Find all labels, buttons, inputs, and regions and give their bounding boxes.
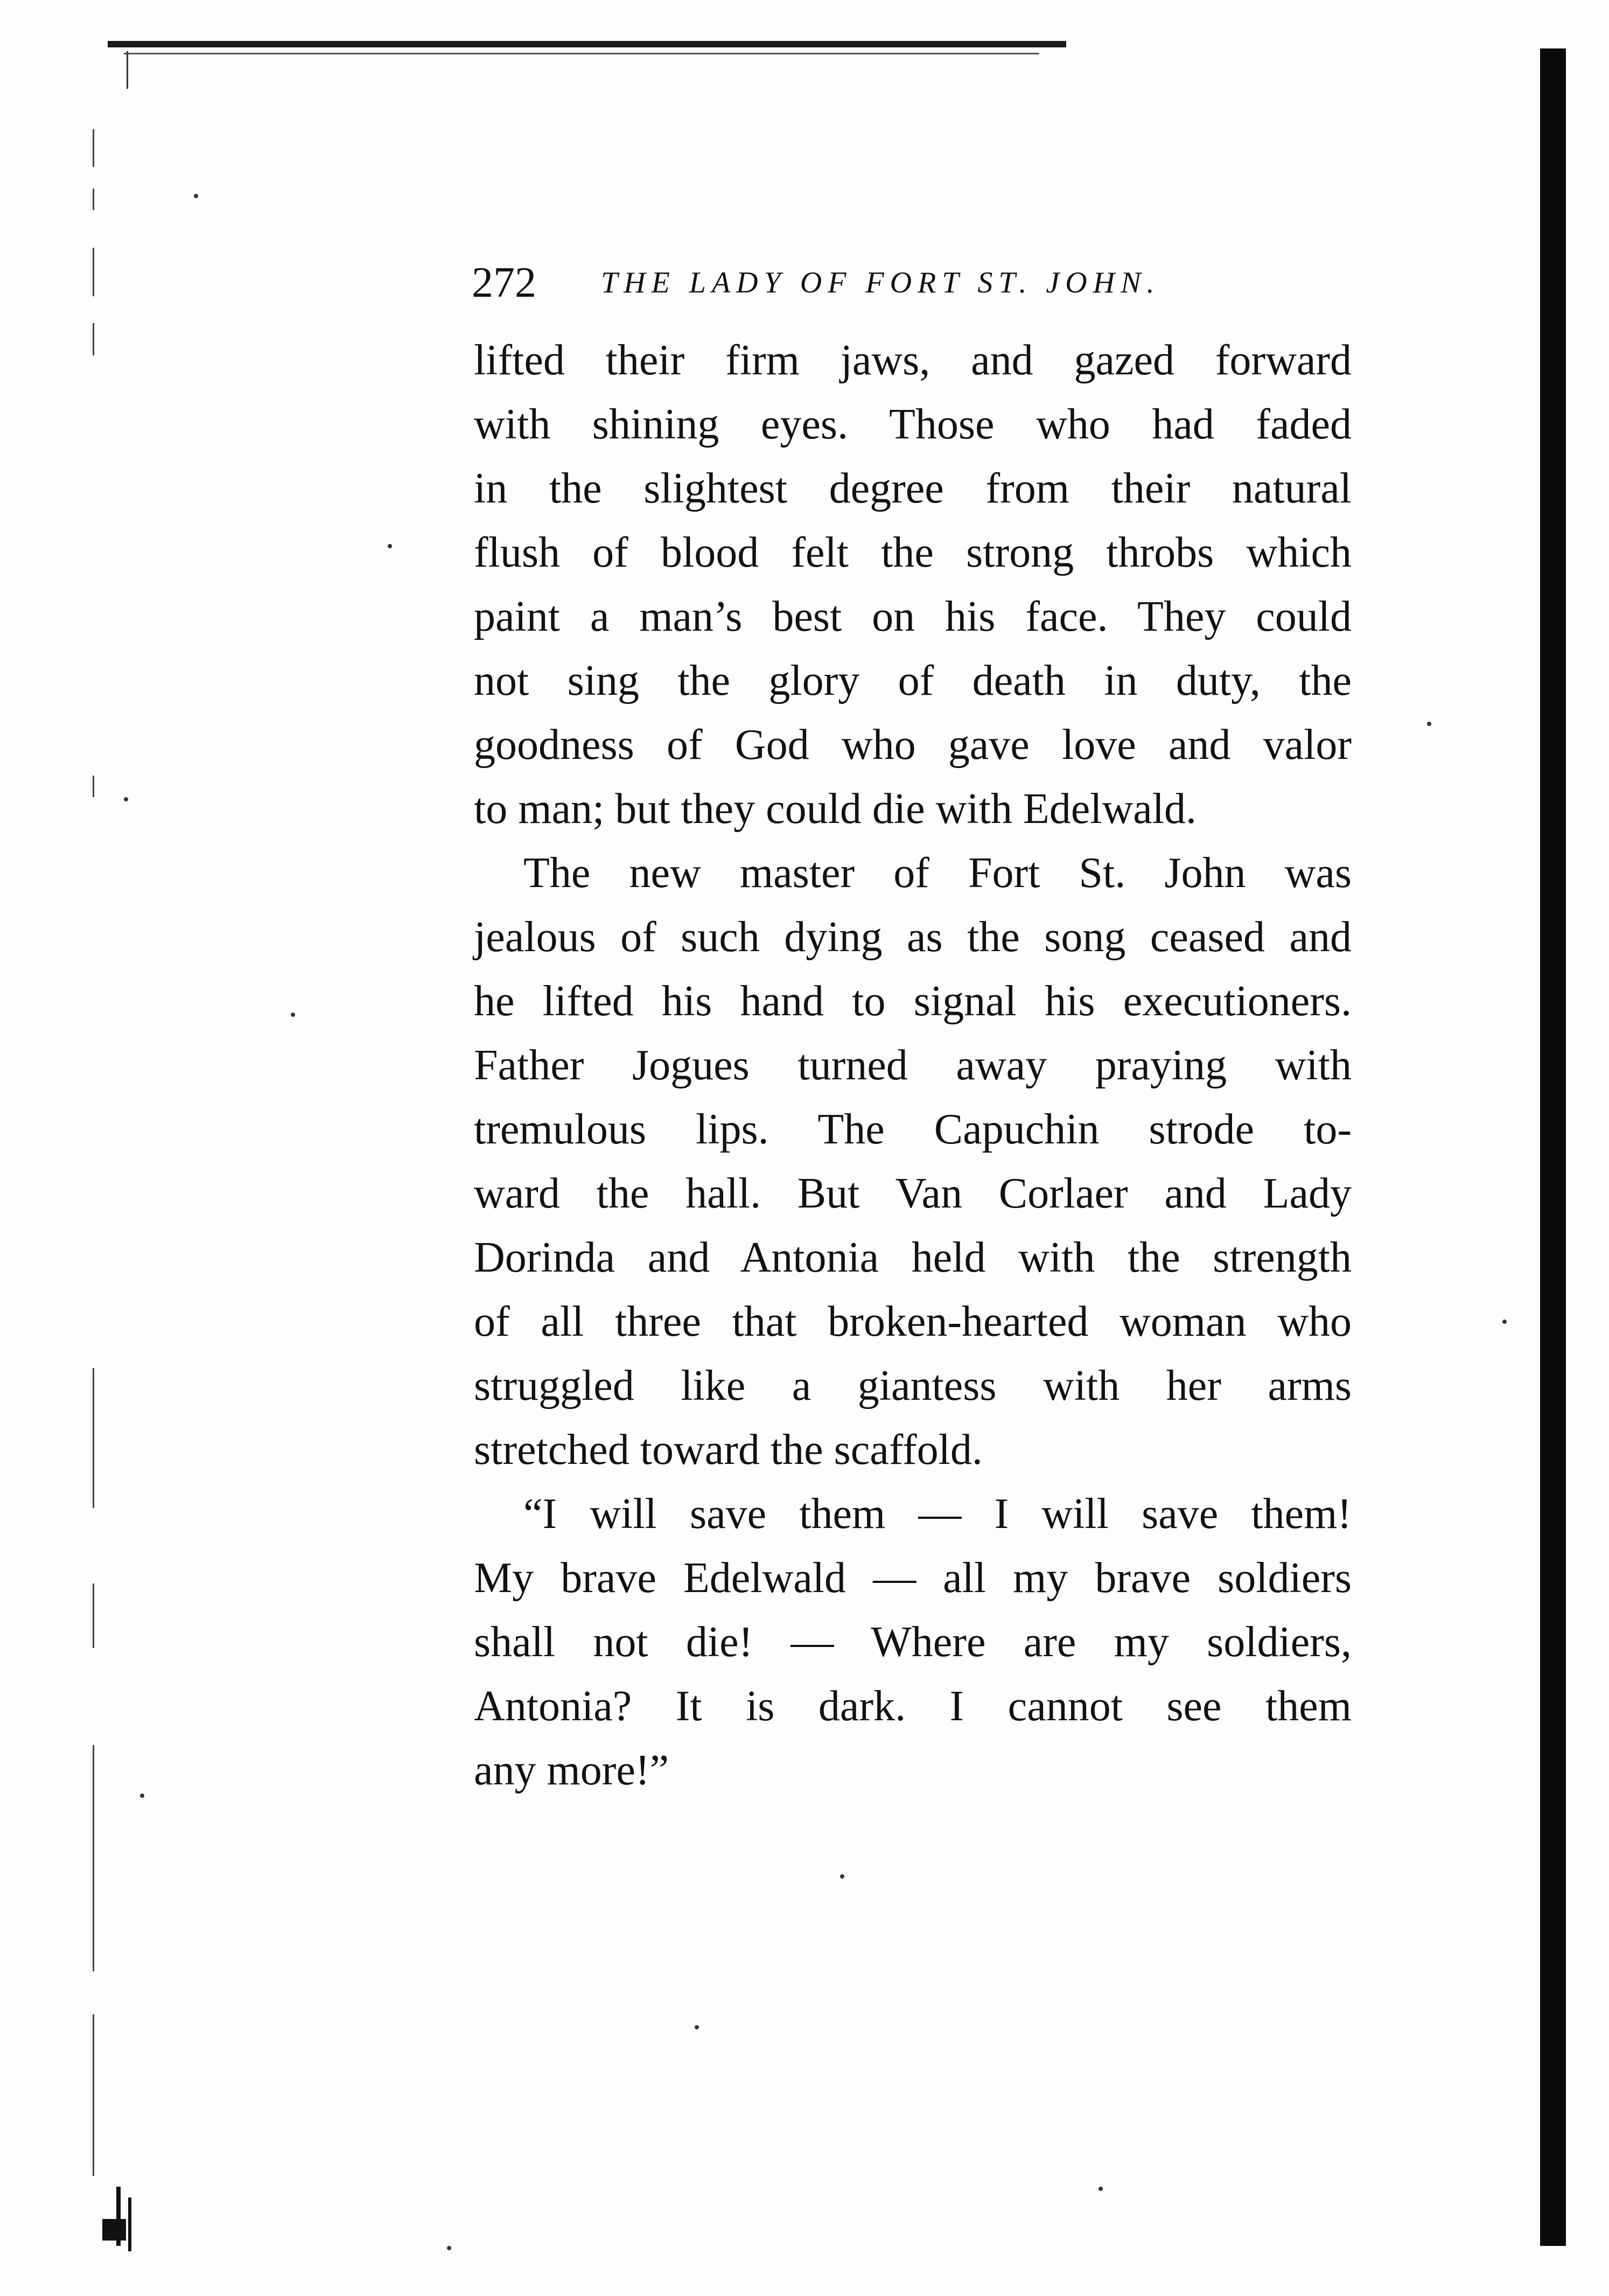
paragraph [474, 841, 1352, 1482]
paper-speck [447, 2246, 451, 2250]
top-border-rule-thin [124, 53, 1039, 54]
text-line: struggled like a giantess with her arms [474, 1362, 1352, 1409]
paper-speck [695, 2025, 699, 2029]
text-line: lifted their firm jaws, and gazed forward [474, 337, 1352, 384]
paper-speck [140, 1793, 144, 1798]
text-line: ward the hall. But Van Corlaer and Lady [474, 1170, 1352, 1217]
text-line: he lifted his hand to signal his executioners. [474, 978, 1352, 1025]
text-line: of all three that broken-hearted woman who [474, 1298, 1352, 1345]
text-line: “I will save them — I will save them! [523, 1490, 1352, 1538]
top-border-rule [108, 41, 1066, 47]
text-line: in the slightest degree from their natural [474, 465, 1352, 512]
text-line: stretched toward the scaffold. [474, 1426, 983, 1474]
right-binding-shadow [1540, 48, 1566, 2246]
text-line: goodness of God who gave love and valor [474, 721, 1352, 769]
text-line: Dorinda and Antonia held with the strength [474, 1234, 1352, 1281]
text-line: My brave Edelwald — all my brave soldiers [474, 1554, 1352, 1602]
text-line: with shining eyes. Those who had faded [474, 401, 1352, 448]
body-text [474, 329, 1352, 1803]
paper-speck [1502, 1320, 1507, 1324]
text-line: shall not die! — Where are my soldiers, [474, 1618, 1352, 1666]
paper-speck [840, 1874, 844, 1879]
text-line: not sing the glory of death in duty, the [474, 657, 1352, 704]
page-header [472, 253, 1355, 312]
paper-speck [194, 194, 198, 198]
paragraph [474, 329, 1352, 841]
text-line: jealous of such dying as the song ceased and [474, 913, 1352, 961]
text-line: paint a man’s best on his face. They could [474, 593, 1352, 640]
paper-speck [124, 797, 128, 801]
paragraph [474, 1482, 1352, 1803]
paper-speck [1099, 2187, 1103, 2191]
running-title: THE LADY OF FORT ST. JOHN. [601, 266, 1160, 299]
paper-speck [291, 1013, 295, 1017]
paper-speck [1427, 722, 1431, 726]
text-line: flush of blood felt the strong throbs which [474, 529, 1352, 576]
text-line: The new master of Fort St. John was [523, 849, 1352, 897]
text-line: any more!” [474, 1747, 669, 1794]
text-line: Father Jogues turned away praying with [474, 1042, 1352, 1089]
top-left-corner-mark [127, 51, 128, 89]
text-line: tremulous lips. The Capuchin strode to- [474, 1106, 1352, 1153]
page-number: 272 [472, 259, 536, 306]
text-line: to man; but they could die with Edelwald. [474, 785, 1197, 833]
text-line: Antonia? It is dark. I cannot see them [474, 1683, 1352, 1730]
left-margin-marks [90, 129, 101, 2230]
bottom-left-mark [102, 2187, 135, 2251]
paper-speck [388, 544, 392, 548]
